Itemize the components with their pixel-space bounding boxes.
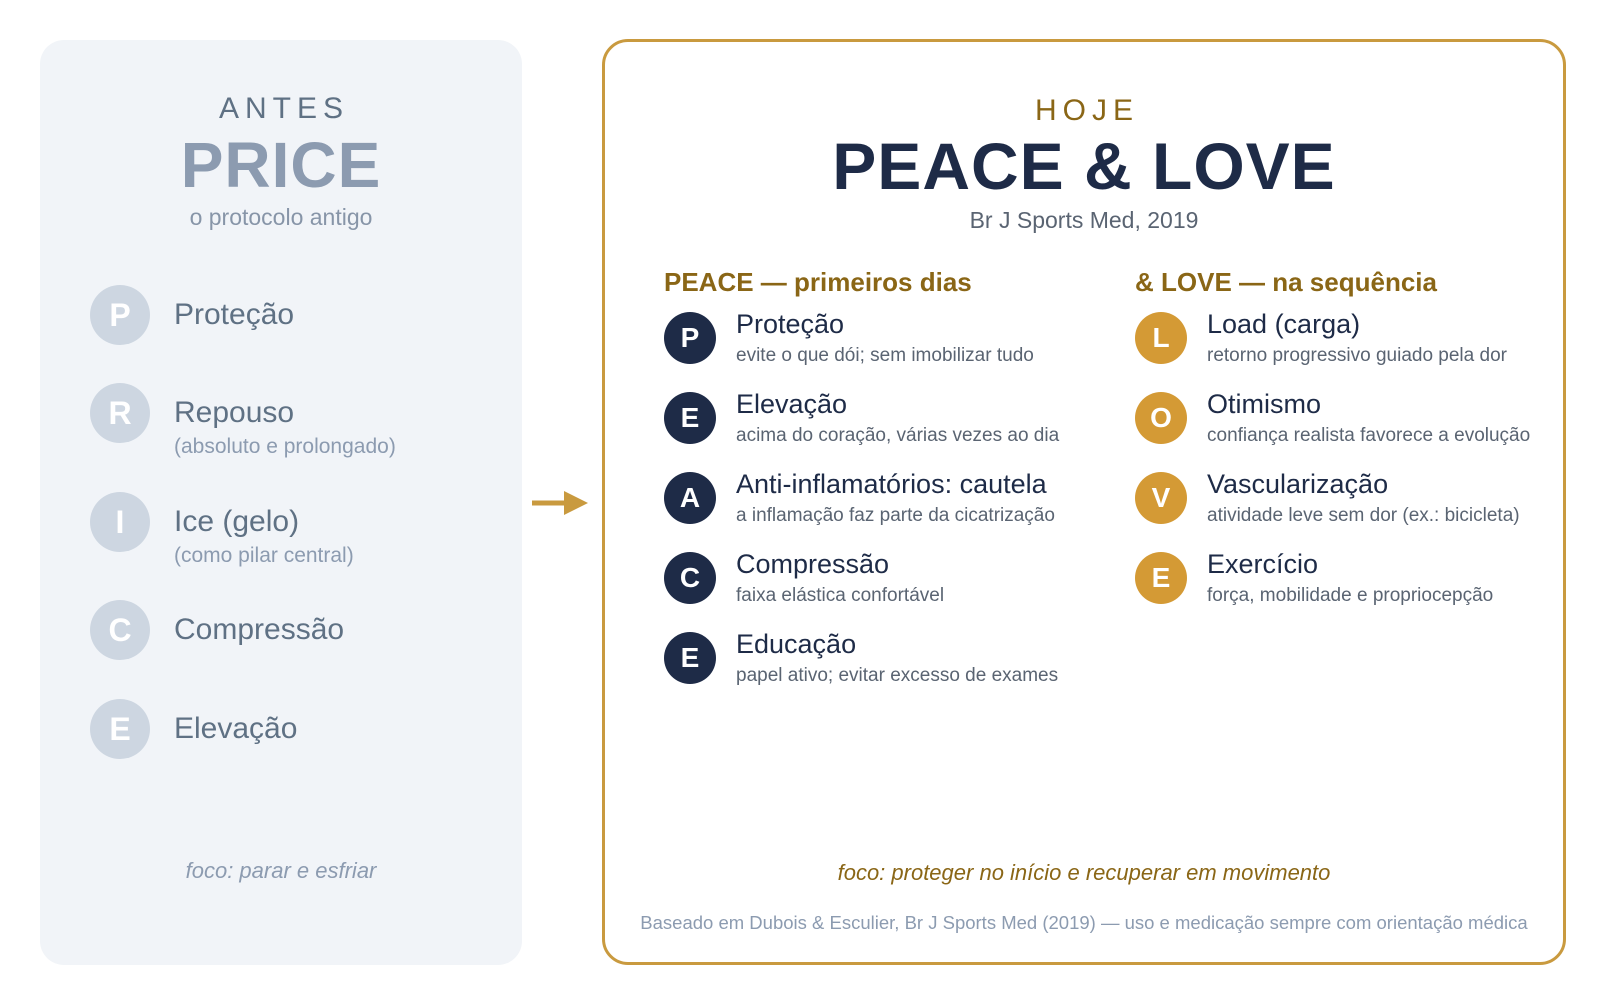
love-item-desc: força, mobilidade e propriocepção <box>1207 585 1494 606</box>
peace-badge-c: C <box>664 552 716 604</box>
love-item-label: Load (carga) <box>1207 309 1361 339</box>
love-badge-e: E <box>1135 552 1187 604</box>
price-subtitle: o protocolo antigo <box>189 204 373 230</box>
love-item-desc: atividade leve sem dor (ex.: bicicleta) <box>1207 505 1520 526</box>
peace-item-desc: evite o que dói; sem imobilizar tudo <box>736 345 1034 366</box>
price-badge-e: E <box>90 699 150 759</box>
arrow-right-icon <box>532 488 588 518</box>
price-item-label: Proteção <box>174 298 295 331</box>
peace-badge-a: A <box>664 472 716 524</box>
price-badge-r: R <box>90 383 150 443</box>
peace-badge-e: E <box>664 392 716 444</box>
peace-love-subtitle: Br J Sports Med, 2019 <box>969 207 1199 233</box>
price-focus: foco: parar e esfriar <box>185 858 377 883</box>
love-item-label: Vascularização <box>1207 469 1389 499</box>
peace-item-desc: acima do coração, várias vezes ao dia <box>736 425 1060 446</box>
love-item-label: Exercício <box>1207 549 1319 579</box>
peace-love-focus: foco: proteger no início e recuperar em movimento <box>837 860 1331 885</box>
price-badge-c: C <box>90 600 150 660</box>
price-badge-p: P <box>90 285 150 345</box>
peace-love-kicker: HOJE <box>1034 94 1139 127</box>
love-badge-l: L <box>1135 312 1187 364</box>
peace-item-label: Elevação <box>736 389 848 419</box>
peace-item-label: Anti-inflamatórios: cautela <box>736 469 1047 499</box>
source-footnote: Baseado em Dubois & Esculier, Br J Sports Med (2019) — uso e medicação sempre com orientação médica <box>640 912 1528 933</box>
price-item-label: Elevação <box>174 712 298 745</box>
price-kicker: ANTES <box>218 92 350 125</box>
love-item-desc: confiança realista favorece a evolução <box>1207 425 1531 446</box>
peace-item-desc: faixa elástica confortável <box>736 585 945 606</box>
peace-love-title: PEACE & LOVE <box>832 129 1336 203</box>
peace-badge-p: P <box>664 312 716 364</box>
price-panel <box>40 40 522 965</box>
price-item-note: (como pilar central) <box>174 544 354 567</box>
peace-love-panel <box>602 39 1566 965</box>
love-item-label: Otimismo <box>1207 389 1321 419</box>
price-item-note: (absoluto e prolongado) <box>174 435 396 458</box>
peace-item-desc: papel ativo; evitar excesso de exames <box>736 665 1059 686</box>
peace-item-label: Educação <box>736 629 857 659</box>
love-badge-o: O <box>1135 392 1187 444</box>
peace-item-label: Proteção <box>736 309 845 339</box>
love-badge-v: V <box>1135 472 1187 524</box>
peace-heading: PEACE — primeiros dias <box>664 267 972 297</box>
peace-badge-e2: E <box>664 632 716 684</box>
love-item-desc: retorno progressivo guiado pela dor <box>1207 345 1507 366</box>
price-badge-i: I <box>90 492 150 552</box>
price-item-label: Repouso <box>174 396 295 429</box>
price-title: PRICE <box>180 129 382 201</box>
peace-item-label: Compressão <box>736 549 890 579</box>
peace-item-desc: a inflamação faz parte da cicatrização <box>736 505 1055 526</box>
love-heading: & LOVE — na sequência <box>1135 267 1437 297</box>
price-item-label: Compressão <box>174 613 345 646</box>
price-item-label: Ice (gelo) <box>174 505 300 538</box>
